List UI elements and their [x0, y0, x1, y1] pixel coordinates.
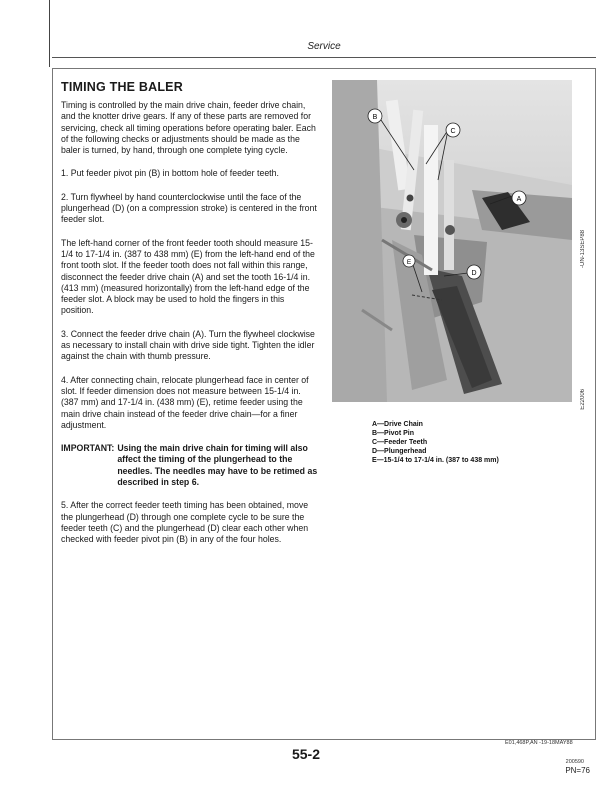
important-note: [61, 443, 319, 488]
callout-d-label: D: [471, 270, 477, 277]
section-title: TIMING THE BALER: [61, 80, 183, 94]
step-3-paragraph: 3. Connect the feeder drive chain (A). Turn the flywheel clockwise as necessary to install chain with drive side tight. Tighten the idler against the chain with thumb pressure.: [61, 328, 315, 362]
measurement-paragraph: The left-hand corner of the front feeder tooth should measure 15-1/4 to 17-1/4 in. (387 to 438 mm) (E) from the left-hand end of the front tooth slot. If the feeder tooth does not fall within this range, disconnect the feeder drive chain (A) and set the tooth 16-1/4 in. (413 mm) (measured horizontally) from the left-hand edge of the feeder slot. A block may be used to hold the fingers in this position.: [61, 237, 315, 316]
intro-paragraph: Timing is controlled by the main drive chain, feeder drive chain, and the knotter drive gears. If any of these parts are removed for servicing, check all timing operations before operating baler. Each of the following checks or adjustments should be made as the baler is turned, by hand, through one complete tying cycle.: [61, 100, 316, 156]
baler-feeder-photo: [332, 80, 572, 402]
important-label: IMPORTANT:: [61, 443, 115, 454]
figure-legend: [372, 420, 499, 465]
legend-item: D—Plungerhead: [372, 448, 427, 455]
footer-small-code: 200590: [565, 759, 584, 765]
callout-a-label: A: [516, 196, 522, 203]
step-1-paragraph: 1. Put feeder pivot pin (B) in bottom hole of feeder teeth.: [61, 168, 279, 179]
legend-item: B—Pivot Pin: [372, 430, 415, 437]
callout-b-label: B: [372, 114, 378, 121]
step-2-paragraph: 2. Turn flywheel by hand counterclockwise until the face of the plungerhead (D) (on a compression stroke) is centered in the front feeder slot.: [61, 191, 317, 225]
running-header: Service: [307, 41, 341, 52]
step-4-paragraph: 4. After connecting chain, relocate plungerhead face in center of slot. If feeder dimension does not measure between 15-1/4 in. (387 mm) and 17-1/4 in. (438 mm) (E), retime feeder using the main drive chain instead of the feeder drive chain—for a finer adjustment.: [61, 374, 309, 430]
figure-code-top: -UN-13SEP88: [580, 230, 586, 269]
legend-item: E—15-1/4 to 17-1/4 in. (387 to 438 mm): [372, 457, 499, 464]
callout-e-label: E: [406, 259, 412, 266]
important-text: Using the main drive chain for timing will also affect the timing of the plungerhead to the needles. The needles may have to be retimed as described in step 6.: [117, 443, 318, 488]
callout-c-label: C: [450, 128, 456, 135]
step-5-paragraph: 5. After the correct feeder teeth timing has been obtained, move the plungerhead (D) through one complete cycle to be sure the feeder teeth (C) and the plungerhead (D) clear each other when checked with feeder pivot pin (B) in any of the four holes.: [61, 500, 309, 545]
page-number: 55-2: [291, 746, 321, 762]
legend-item: A—Drive Chain: [372, 421, 423, 428]
figure-side-code: [576, 230, 590, 410]
header-rule: [52, 57, 596, 58]
legend-item: C—Feeder Teeth: [372, 439, 428, 446]
footer-code: E01,468P,AN -19-18MAY88: [505, 740, 573, 746]
figure-code-bottom: E22006: [580, 389, 586, 410]
body-text: [61, 100, 319, 558]
left-margin-rule: [49, 0, 50, 67]
page-pn: PN=76: [565, 766, 590, 775]
